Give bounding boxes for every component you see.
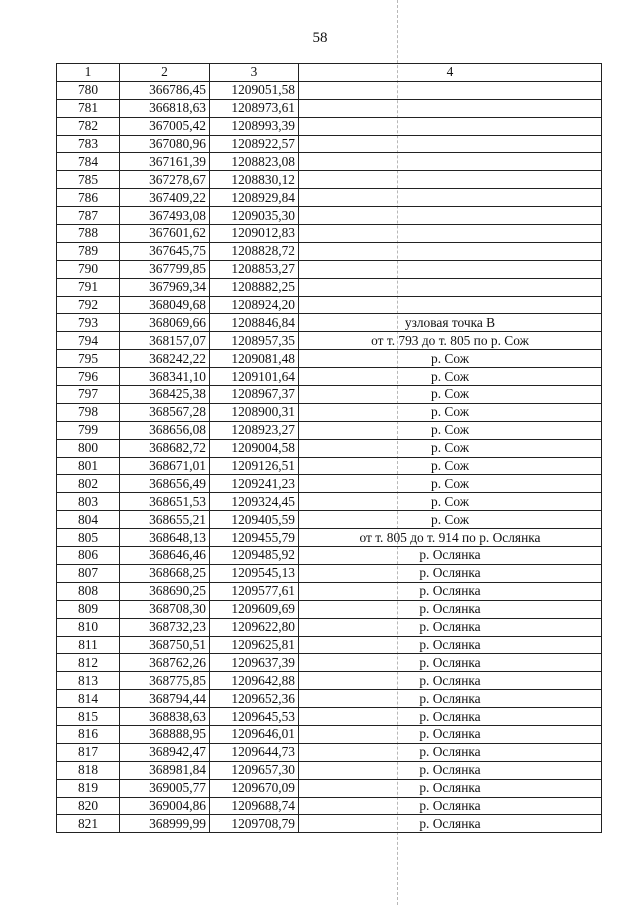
x-coordinate-cell: 368838,63 bbox=[120, 708, 210, 726]
description-cell: р. Ослянка bbox=[299, 690, 602, 708]
point-number-cell: 810 bbox=[57, 618, 120, 636]
table-row bbox=[57, 725, 602, 743]
column-header-4: 4 bbox=[299, 64, 602, 82]
description-cell: р. Ослянка bbox=[299, 743, 602, 761]
x-coordinate-cell: 367645,75 bbox=[120, 242, 210, 260]
coordinates-table bbox=[56, 63, 602, 833]
y-coordinate-cell: 1209625,81 bbox=[210, 636, 299, 654]
y-coordinate-cell: 1208967,37 bbox=[210, 386, 299, 404]
x-coordinate-cell: 367409,22 bbox=[120, 189, 210, 207]
y-coordinate-cell: 1209012,83 bbox=[210, 225, 299, 243]
point-number-cell: 784 bbox=[57, 153, 120, 171]
table-row bbox=[57, 564, 602, 582]
description-cell: р. Сож bbox=[299, 439, 602, 457]
x-coordinate-cell: 368732,23 bbox=[120, 618, 210, 636]
point-number-cell: 814 bbox=[57, 690, 120, 708]
x-coordinate-cell: 368648,13 bbox=[120, 529, 210, 547]
table-row bbox=[57, 421, 602, 439]
description-cell: р. Ослянка bbox=[299, 725, 602, 743]
y-coordinate-cell: 1209577,61 bbox=[210, 582, 299, 600]
table-row bbox=[57, 547, 602, 565]
x-coordinate-cell: 368708,30 bbox=[120, 600, 210, 618]
x-coordinate-cell: 368069,66 bbox=[120, 314, 210, 332]
x-coordinate-cell: 368651,53 bbox=[120, 493, 210, 511]
y-coordinate-cell: 1209670,09 bbox=[210, 779, 299, 797]
point-number-cell: 809 bbox=[57, 600, 120, 618]
description-cell: от т. 793 до т. 805 по р. Сож bbox=[299, 332, 602, 350]
x-coordinate-cell: 366818,63 bbox=[120, 99, 210, 117]
description-cell bbox=[299, 189, 602, 207]
y-coordinate-cell: 1209126,51 bbox=[210, 457, 299, 475]
point-number-cell: 816 bbox=[57, 725, 120, 743]
table-row bbox=[57, 582, 602, 600]
page-number: 58 bbox=[312, 30, 328, 46]
y-coordinate-cell: 1209035,30 bbox=[210, 207, 299, 225]
y-coordinate-cell: 1208823,08 bbox=[210, 153, 299, 171]
x-coordinate-cell: 367799,85 bbox=[120, 260, 210, 278]
x-coordinate-cell: 368242,22 bbox=[120, 350, 210, 368]
description-cell bbox=[299, 117, 602, 135]
description-cell bbox=[299, 296, 602, 314]
y-coordinate-cell: 1208973,61 bbox=[210, 99, 299, 117]
description-cell: р. Ослянка bbox=[299, 600, 602, 618]
description-cell: узловая точка В bbox=[299, 314, 602, 332]
description-cell: р. Сож bbox=[299, 368, 602, 386]
table-row bbox=[57, 403, 602, 421]
table-row bbox=[57, 761, 602, 779]
point-number-cell: 794 bbox=[57, 332, 120, 350]
table-row bbox=[57, 779, 602, 797]
table-row bbox=[57, 189, 602, 207]
y-coordinate-cell: 1209708,79 bbox=[210, 815, 299, 833]
table-row bbox=[57, 690, 602, 708]
y-coordinate-cell: 1209622,80 bbox=[210, 618, 299, 636]
table-row bbox=[57, 708, 602, 726]
x-coordinate-cell: 368646,46 bbox=[120, 547, 210, 565]
y-coordinate-cell: 1209609,69 bbox=[210, 600, 299, 618]
table-row bbox=[57, 672, 602, 690]
table-row bbox=[57, 260, 602, 278]
y-coordinate-cell: 1208900,31 bbox=[210, 403, 299, 421]
description-cell: р. Ослянка bbox=[299, 779, 602, 797]
table-row bbox=[57, 171, 602, 189]
description-cell: р. Ослянка bbox=[299, 708, 602, 726]
x-coordinate-cell: 367161,39 bbox=[120, 153, 210, 171]
y-coordinate-cell: 1209688,74 bbox=[210, 797, 299, 815]
description-cell: р. Ослянка bbox=[299, 636, 602, 654]
point-number-cell: 819 bbox=[57, 779, 120, 797]
y-coordinate-cell: 1208993,39 bbox=[210, 117, 299, 135]
point-number-cell: 811 bbox=[57, 636, 120, 654]
x-coordinate-cell: 368888,95 bbox=[120, 725, 210, 743]
x-coordinate-cell: 368341,10 bbox=[120, 368, 210, 386]
table-row bbox=[57, 654, 602, 672]
x-coordinate-cell: 367278,67 bbox=[120, 171, 210, 189]
y-coordinate-cell: 1208924,20 bbox=[210, 296, 299, 314]
table-row bbox=[57, 618, 602, 636]
point-number-cell: 785 bbox=[57, 171, 120, 189]
y-coordinate-cell: 1209455,79 bbox=[210, 529, 299, 547]
point-number-cell: 808 bbox=[57, 582, 120, 600]
y-coordinate-cell: 1209405,59 bbox=[210, 511, 299, 529]
point-number-cell: 786 bbox=[57, 189, 120, 207]
table-row bbox=[57, 815, 602, 833]
point-number-cell: 800 bbox=[57, 439, 120, 457]
column-header-2: 2 bbox=[120, 64, 210, 82]
table-row bbox=[57, 475, 602, 493]
table-row bbox=[57, 296, 602, 314]
description-cell: р. Ослянка bbox=[299, 582, 602, 600]
point-number-cell: 780 bbox=[57, 81, 120, 99]
description-cell: р. Сож bbox=[299, 421, 602, 439]
column-header-3: 3 bbox=[210, 64, 299, 82]
x-coordinate-cell: 368942,47 bbox=[120, 743, 210, 761]
table-row bbox=[57, 743, 602, 761]
y-coordinate-cell: 1209081,48 bbox=[210, 350, 299, 368]
table-row bbox=[57, 242, 602, 260]
x-coordinate-cell: 368668,25 bbox=[120, 564, 210, 582]
table-row bbox=[57, 332, 602, 350]
description-cell: р. Ослянка bbox=[299, 761, 602, 779]
x-coordinate-cell: 369004,86 bbox=[120, 797, 210, 815]
point-number-cell: 805 bbox=[57, 529, 120, 547]
point-number-cell: 795 bbox=[57, 350, 120, 368]
point-number-cell: 799 bbox=[57, 421, 120, 439]
y-coordinate-cell: 1209646,01 bbox=[210, 725, 299, 743]
description-cell bbox=[299, 99, 602, 117]
description-cell: р. Сож bbox=[299, 386, 602, 404]
table-body bbox=[57, 81, 602, 832]
x-coordinate-cell: 368775,85 bbox=[120, 672, 210, 690]
y-coordinate-cell: 1209545,13 bbox=[210, 564, 299, 582]
table-row bbox=[57, 99, 602, 117]
point-number-cell: 815 bbox=[57, 708, 120, 726]
y-coordinate-cell: 1208853,27 bbox=[210, 260, 299, 278]
point-number-cell: 787 bbox=[57, 207, 120, 225]
table-row bbox=[57, 207, 602, 225]
description-cell: р. Ослянка bbox=[299, 815, 602, 833]
y-coordinate-cell: 1209657,30 bbox=[210, 761, 299, 779]
description-cell bbox=[299, 207, 602, 225]
description-cell bbox=[299, 260, 602, 278]
x-coordinate-cell: 368049,68 bbox=[120, 296, 210, 314]
point-number-cell: 796 bbox=[57, 368, 120, 386]
x-coordinate-cell: 368425,38 bbox=[120, 386, 210, 404]
point-number-cell: 783 bbox=[57, 135, 120, 153]
y-coordinate-cell: 1209241,23 bbox=[210, 475, 299, 493]
table-row bbox=[57, 797, 602, 815]
y-coordinate-cell: 1209485,92 bbox=[210, 547, 299, 565]
description-cell: р. Сож bbox=[299, 475, 602, 493]
description-cell: р. Ослянка bbox=[299, 797, 602, 815]
x-coordinate-cell: 368762,26 bbox=[120, 654, 210, 672]
y-coordinate-cell: 1209644,73 bbox=[210, 743, 299, 761]
point-number-cell: 813 bbox=[57, 672, 120, 690]
x-coordinate-cell: 368750,51 bbox=[120, 636, 210, 654]
x-coordinate-cell: 368567,28 bbox=[120, 403, 210, 421]
y-coordinate-cell: 1209645,53 bbox=[210, 708, 299, 726]
y-coordinate-cell: 1209004,58 bbox=[210, 439, 299, 457]
description-cell: от т. 805 до т. 914 по р. Ослянка bbox=[299, 529, 602, 547]
table-row bbox=[57, 135, 602, 153]
y-coordinate-cell: 1209637,39 bbox=[210, 654, 299, 672]
table-row bbox=[57, 81, 602, 99]
y-coordinate-cell: 1208957,35 bbox=[210, 332, 299, 350]
point-number-cell: 781 bbox=[57, 99, 120, 117]
table-row bbox=[57, 368, 602, 386]
x-coordinate-cell: 368999,99 bbox=[120, 815, 210, 833]
x-coordinate-cell: 368682,72 bbox=[120, 439, 210, 457]
point-number-cell: 807 bbox=[57, 564, 120, 582]
x-coordinate-cell: 368981,84 bbox=[120, 761, 210, 779]
table-row bbox=[57, 439, 602, 457]
x-coordinate-cell: 368671,01 bbox=[120, 457, 210, 475]
description-cell: р. Ослянка bbox=[299, 547, 602, 565]
x-coordinate-cell: 368656,49 bbox=[120, 475, 210, 493]
point-number-cell: 817 bbox=[57, 743, 120, 761]
x-coordinate-cell: 368655,21 bbox=[120, 511, 210, 529]
y-coordinate-cell: 1208882,25 bbox=[210, 278, 299, 296]
point-number-cell: 803 bbox=[57, 493, 120, 511]
description-cell bbox=[299, 278, 602, 296]
x-coordinate-cell: 367493,08 bbox=[120, 207, 210, 225]
table-row bbox=[57, 225, 602, 243]
description-cell bbox=[299, 135, 602, 153]
description-cell: р. Сож bbox=[299, 403, 602, 421]
table-row bbox=[57, 511, 602, 529]
y-coordinate-cell: 1208846,84 bbox=[210, 314, 299, 332]
y-coordinate-cell: 1208929,84 bbox=[210, 189, 299, 207]
table-row bbox=[57, 153, 602, 171]
table-row bbox=[57, 493, 602, 511]
description-cell bbox=[299, 225, 602, 243]
x-coordinate-cell: 367080,96 bbox=[120, 135, 210, 153]
description-cell bbox=[299, 81, 602, 99]
x-coordinate-cell: 367601,62 bbox=[120, 225, 210, 243]
x-coordinate-cell: 367005,42 bbox=[120, 117, 210, 135]
description-cell: р. Ослянка bbox=[299, 618, 602, 636]
point-number-cell: 792 bbox=[57, 296, 120, 314]
table-row bbox=[57, 457, 602, 475]
x-coordinate-cell: 368794,44 bbox=[120, 690, 210, 708]
header-row bbox=[57, 64, 602, 82]
point-number-cell: 812 bbox=[57, 654, 120, 672]
y-coordinate-cell: 1209642,88 bbox=[210, 672, 299, 690]
point-number-cell: 790 bbox=[57, 260, 120, 278]
y-coordinate-cell: 1209051,58 bbox=[210, 81, 299, 99]
y-coordinate-cell: 1208922,57 bbox=[210, 135, 299, 153]
description-cell: р. Ослянка bbox=[299, 672, 602, 690]
y-coordinate-cell: 1208923,27 bbox=[210, 421, 299, 439]
x-coordinate-cell: 368690,25 bbox=[120, 582, 210, 600]
table-row bbox=[57, 636, 602, 654]
description-cell: р. Ослянка bbox=[299, 564, 602, 582]
x-coordinate-cell: 366786,45 bbox=[120, 81, 210, 99]
point-number-cell: 820 bbox=[57, 797, 120, 815]
description-cell bbox=[299, 171, 602, 189]
y-coordinate-cell: 1208830,12 bbox=[210, 171, 299, 189]
point-number-cell: 801 bbox=[57, 457, 120, 475]
table-row bbox=[57, 314, 602, 332]
description-cell: р. Сож bbox=[299, 457, 602, 475]
point-number-cell: 798 bbox=[57, 403, 120, 421]
point-number-cell: 788 bbox=[57, 225, 120, 243]
point-number-cell: 797 bbox=[57, 386, 120, 404]
y-coordinate-cell: 1209101,64 bbox=[210, 368, 299, 386]
table-row bbox=[57, 529, 602, 547]
table-row bbox=[57, 117, 602, 135]
x-coordinate-cell: 369005,77 bbox=[120, 779, 210, 797]
point-number-cell: 791 bbox=[57, 278, 120, 296]
description-cell bbox=[299, 153, 602, 171]
point-number-cell: 789 bbox=[57, 242, 120, 260]
description-cell: р. Сож bbox=[299, 511, 602, 529]
description-cell bbox=[299, 242, 602, 260]
x-coordinate-cell: 367969,34 bbox=[120, 278, 210, 296]
point-number-cell: 821 bbox=[57, 815, 120, 833]
y-coordinate-cell: 1209324,45 bbox=[210, 493, 299, 511]
description-cell: р. Ослянка bbox=[299, 654, 602, 672]
table-row bbox=[57, 386, 602, 404]
x-coordinate-cell: 368656,08 bbox=[120, 421, 210, 439]
point-number-cell: 802 bbox=[57, 475, 120, 493]
point-number-cell: 793 bbox=[57, 314, 120, 332]
table-row bbox=[57, 278, 602, 296]
point-number-cell: 782 bbox=[57, 117, 120, 135]
x-coordinate-cell: 368157,07 bbox=[120, 332, 210, 350]
description-cell: р. Сож bbox=[299, 493, 602, 511]
table-row bbox=[57, 600, 602, 618]
point-number-cell: 804 bbox=[57, 511, 120, 529]
y-coordinate-cell: 1208828,72 bbox=[210, 242, 299, 260]
description-cell: р. Сож bbox=[299, 350, 602, 368]
y-coordinate-cell: 1209652,36 bbox=[210, 690, 299, 708]
point-number-cell: 818 bbox=[57, 761, 120, 779]
table-row bbox=[57, 350, 602, 368]
column-header-1: 1 bbox=[57, 64, 120, 82]
point-number-cell: 806 bbox=[57, 547, 120, 565]
